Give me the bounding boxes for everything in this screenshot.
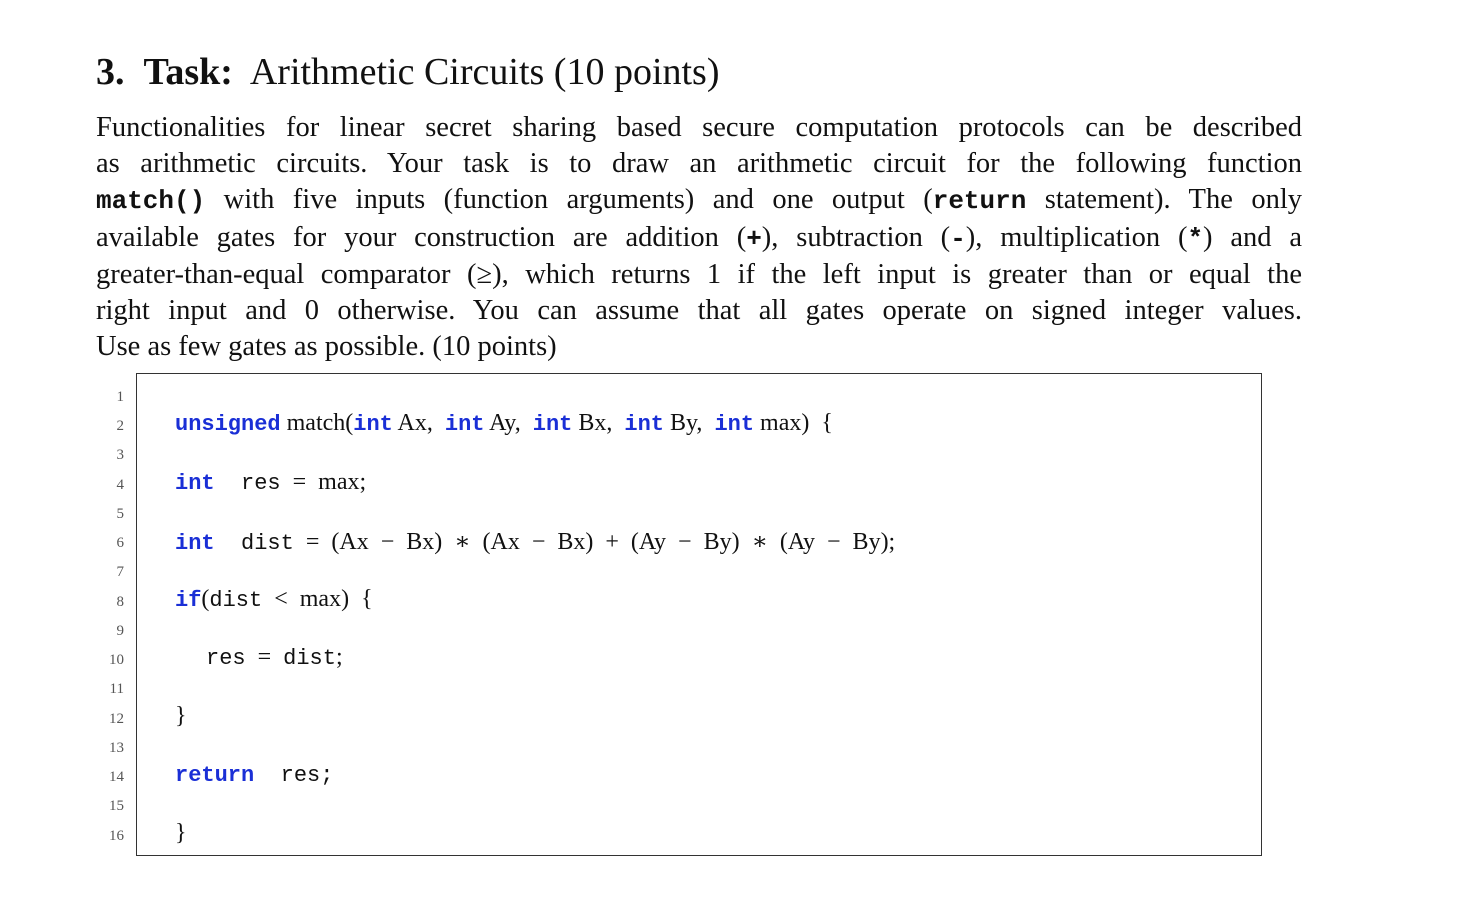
line-number: 15	[109, 798, 124, 814]
line-number: 3	[116, 447, 124, 463]
description-line-2: as arithmetic circuits. Your task is to draw an arithmetic circuit for the following function	[96, 148, 1302, 180]
description-line-7: Use as few gates as possible. (10 points)	[96, 331, 557, 363]
task-heading	[96, 48, 720, 96]
line-number: 13	[109, 740, 124, 756]
line-number: 2	[116, 418, 124, 434]
line-number: 14	[109, 769, 124, 785]
line-number: 8	[116, 594, 124, 610]
code-line-16: }	[175, 820, 187, 846]
task-description	[96, 110, 1302, 365]
code-line-8: if(dist < max) {	[175, 586, 373, 613]
line-number: 5	[116, 506, 124, 522]
inline-code-return: return	[932, 186, 1027, 217]
line-number: 7	[116, 564, 124, 580]
description-line-1: Functionalities for linear secret sharing based secure computation protocols can be described	[96, 112, 1302, 143]
task-number: 3.	[96, 51, 125, 93]
line-number: 10	[109, 652, 124, 668]
task-label: Task:	[143, 51, 233, 93]
description-line-3: match() with five inputs (function arguments) and one output (return statement). The only	[96, 184, 1302, 217]
line-number: 1	[116, 389, 124, 405]
line-number: 4	[116, 477, 124, 493]
description-line-4: available gates for your construction are addition (+), subtraction (-), multiplication (*) and a	[96, 221, 1302, 254]
inline-code-plus: +	[746, 223, 762, 254]
line-number: 9	[116, 623, 124, 639]
description-line-5: greater-than-equal comparator (≥), which returns 1 if the left input is greater than or equal the	[96, 258, 1302, 290]
inline-code-minus: -	[950, 223, 966, 254]
code-line-2: unsigned match(int Ax, int Ay, int Bx, int By, int max) {	[175, 410, 833, 437]
task-title: Arithmetic Circuits (10 points)	[249, 51, 720, 93]
code-line-12: }	[175, 703, 187, 729]
code-line-4: int res = max;	[175, 469, 367, 496]
inline-code-mult: *	[1187, 223, 1204, 254]
code-line-14: return res;	[175, 763, 334, 788]
line-number: 16	[109, 828, 124, 844]
code-line-10: res = dist;	[206, 644, 343, 671]
line-number: 11	[109, 681, 124, 697]
description-line-6: right input and 0 otherwise. You can assume that all gates operate on signed integer values.	[96, 295, 1302, 327]
inline-code-match: match()	[96, 186, 206, 217]
line-number: 6	[116, 535, 124, 551]
code-line-6: int dist = (Ax − Bx) ∗ (Ax − Bx) + (Ay − By) ∗ (Ay − By);	[175, 529, 896, 556]
line-number: 12	[109, 711, 124, 727]
